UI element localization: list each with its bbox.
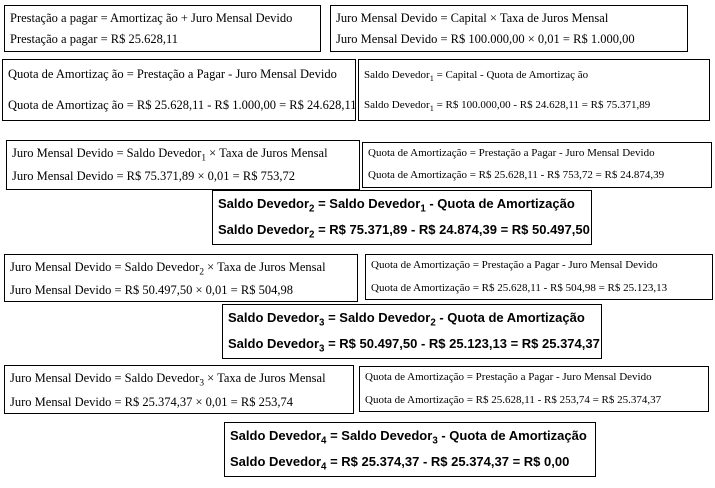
quota-inicial-value: Quota de Amortizaç ão = R$ 25.628,11 - R$ 1.000,00 = R$ 24.628,11 <box>8 98 357 112</box>
saldo-3-box <box>222 304 602 359</box>
saldo-2-value: Saldo Devedor$_2$ = R$ 75.371,89 - R$ 24.874,39 = R$ 50.497,50 <box>218 222 590 241</box>
juro-2-formula: Juro Mensal Devido = Saldo Devedor$_1$ × Taxa de Juros Mensal <box>12 146 328 164</box>
juro-3-value: Juro Mensal Devido = R$ 50.497,50 × 0,01 = R$ 504,98 <box>10 283 293 297</box>
saldo-3-value: Saldo Devedor$_3$ = R$ 50.497,50 - R$ 25.123,13 = R$ 25.374,37 <box>228 336 600 355</box>
juro-2-value: Juro Mensal Devido = R$ 75.371,89 × 0,01 = R$ 753,72 <box>12 169 295 183</box>
saldo-4-box <box>224 422 596 477</box>
juro-inicial-value: Juro Mensal Devido = R$ 100.000,00 × 0,01 = R$ 1.000,00 <box>336 32 635 46</box>
juro-4-formula: Juro Mensal Devido = Saldo Devedor$_3$ × Taxa de Juros Mensal <box>10 371 326 389</box>
juro-4-value: Juro Mensal Devido = R$ 25.374,37 × 0,01 = R$ 253,74 <box>10 395 293 409</box>
juro-inicial-box <box>330 5 688 52</box>
quota-3-value: Quota de Amortização = R$ 25.628,11 - R$ 504,98 = R$ 25.123,13 <box>371 282 668 294</box>
quota-2-value: Quota de Amortização = R$ 25.628,11 - R$ 753,72 = R$ 24.874,39 <box>368 169 665 181</box>
saldo-1-value: Saldo Devedor$_1$ = R$ 100.000,00 - R$ 24.628,11 = R$ 75.371,89 <box>364 99 651 113</box>
prestacao-formula-box <box>4 5 321 52</box>
juro-3-box <box>4 254 358 302</box>
saldo-2-formula: Saldo Devedor$_2$ = Saldo Devedor$_1$ - Quota de Amortização <box>218 196 575 215</box>
saldo-2-box <box>212 190 592 245</box>
quota-2-formula: Quota de Amortização = Prestação a Pagar - Juro Mensal Devido <box>368 147 655 159</box>
juro-inicial-formula: Juro Mensal Devido = Capital × Taxa de Juros Mensal <box>336 11 609 25</box>
quota-3-formula: Quota de Amortização = Prestação a Pagar - Juro Mensal Devido <box>371 259 658 271</box>
quota-4-box <box>359 366 709 412</box>
quota-4-value: Quota de Amortização = R$ 25.628,11 - R$ 253,74 = R$ 25.374,37 <box>365 394 662 406</box>
quota-inicial-box <box>2 59 356 121</box>
saldo-4-value: Saldo Devedor$_4$ = R$ 25.374,37 - R$ 25.374,37 = R$ 0,00 <box>230 454 570 473</box>
quota-3-box <box>365 254 713 300</box>
juro-4-box <box>4 365 354 414</box>
saldo-1-formula: Saldo Devedor$_1$ = Capital - Quota de Amortizaç ão <box>364 69 589 83</box>
saldo-3-formula: Saldo Devedor$_3$ = Saldo Devedor$_2$ - Quota de Amortização <box>228 310 585 329</box>
prestacao-value: Prestação a pagar = R$ 25.628,11 <box>10 32 178 46</box>
juro-3-formula: Juro Mensal Devido = Saldo Devedor$_2$ × Taxa de Juros Mensal <box>10 260 326 278</box>
prestacao-formula: Prestação a pagar = Amortizaç ão + Juro Mensal Devido <box>10 11 293 25</box>
quota-4-formula: Quota de Amortização = Prestação a Pagar - Juro Mensal Devido <box>365 371 652 383</box>
saldo-4-formula: Saldo Devedor$_4$ = Saldo Devedor$_3$ - Quota de Amortização <box>230 428 587 447</box>
juro-2-box <box>6 140 360 190</box>
quota-2-box <box>362 142 712 188</box>
quota-inicial-formula: Quota de Amortizaç ão = Prestação a Pagar - Juro Mensal Devido <box>8 67 337 81</box>
saldo-1-box <box>358 59 710 121</box>
